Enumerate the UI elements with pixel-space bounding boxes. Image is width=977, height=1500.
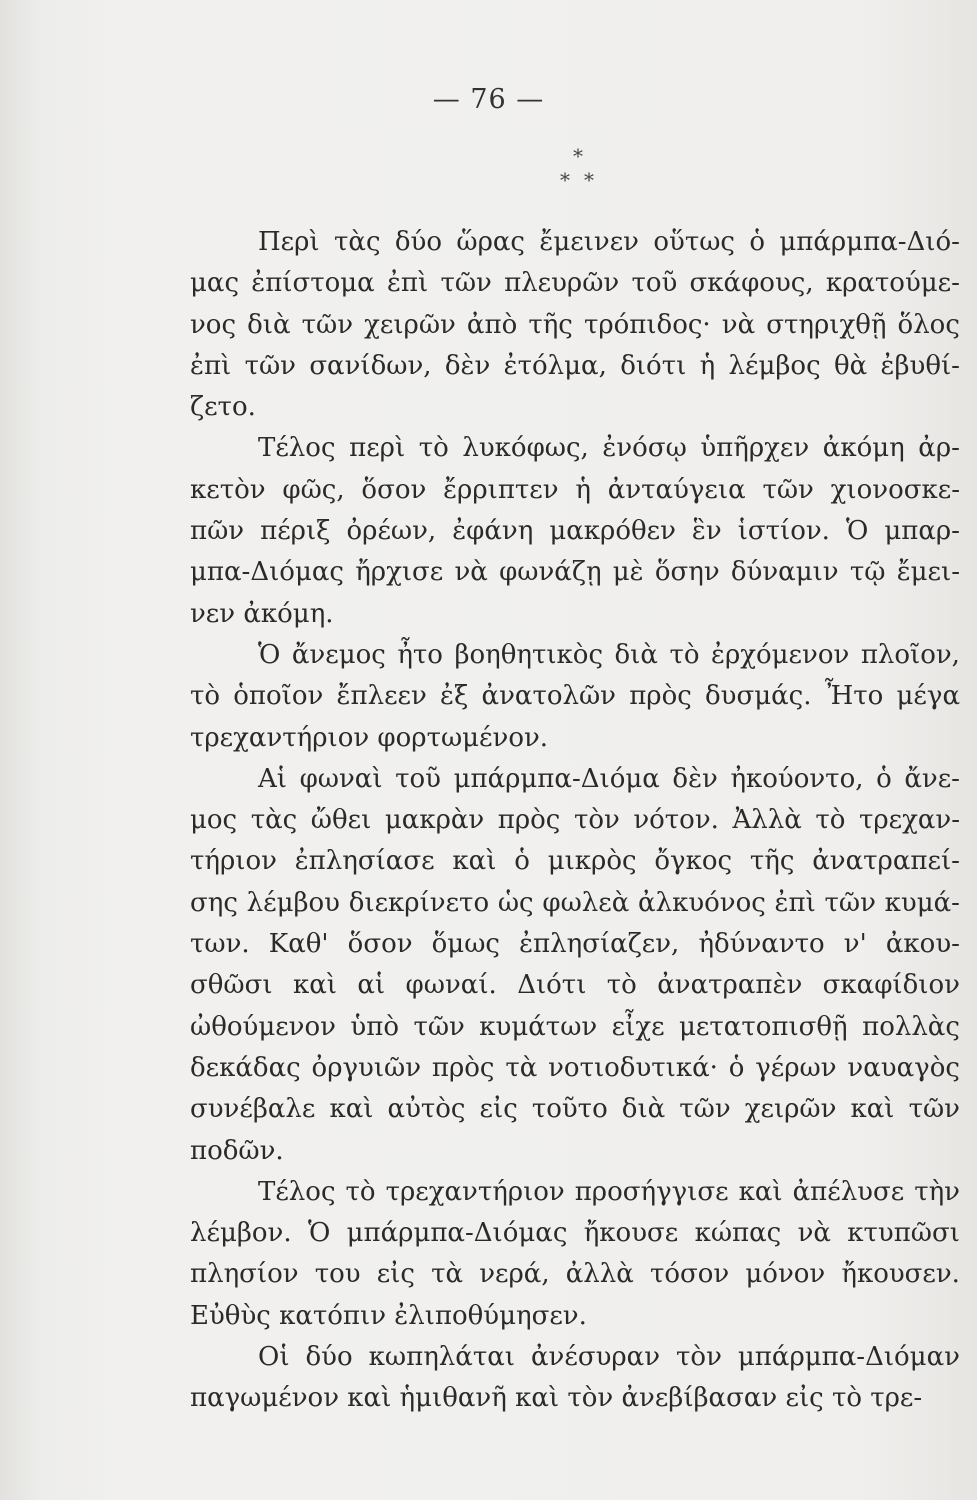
text-line: σθῶσι καὶ αἱ φωναί. Διότι τὸ ἀνατραπὲν σκαφίδιον: [190, 970, 960, 1001]
text-line: Ὁ ἄνεμος ἦτο βοηθητικὸς διὰ τὸ ἐρχόμενον πλοῖον,: [258, 639, 960, 670]
text-line: τρεχαντήριον φορτωμένον.: [190, 722, 549, 753]
text-line: μας ἐπίστομα ἐπὶ τῶν πλευρῶν τοῦ σκάφους, κρατούμε-: [190, 268, 960, 299]
text-line: νεν ἀκόμη.: [190, 598, 334, 629]
text-line: των. Καθ' ὅσον ὅμως ἐπλησίαζεν, ἠδύναντο ν' ἀκου-: [190, 929, 960, 960]
text-line: ποδῶν.: [190, 1135, 284, 1166]
text-line: Τέλος περὶ τὸ λυκόφως, ἐνόσῳ ὑπῆρχεν ἀκόμη ἀρ-: [258, 433, 960, 464]
text-line: ζετο.: [190, 392, 256, 423]
page-number: — 76 —: [432, 84, 545, 115]
text-line: λέμβον. Ὁ μπάρμπα-Διόμας ἤκουσε κώπας νὰ κτυπῶσι: [190, 1218, 960, 1249]
body-text: [190, 222, 960, 1420]
text-line: συνέβαλε καὶ αὐτὸς εἰς τοῦτο διὰ τῶν χειρῶν καὶ τῶν: [190, 1094, 960, 1125]
asterism-divider: [546, 146, 626, 206]
text-line: Τέλος τὸ τρεχαντήριον προσήγγισε καὶ ἀπέλυσε τὴν: [258, 1176, 960, 1207]
text-line: πλησίον του εἰς τὰ νερά, ἀλλὰ τόσον μόνον ἤκουσεν.: [190, 1259, 960, 1290]
text-line: παγωμένον καὶ ἡμιθανῆ καὶ τὸν ἀνεβίβασαν εἰς τὸ τρε-: [190, 1383, 923, 1414]
text-line: τὸ ὁποῖον ἔπλεεν ἐξ ἀνατολῶν πρὸς δυσμάς. Ἦτο μέγα: [190, 681, 960, 712]
text-line: μος τὰς ὤθει μακρὰν πρὸς τὸν νότον. Ἀλλὰ τὸ τρεχαν-: [190, 805, 960, 836]
paragraph: [190, 1172, 960, 1337]
text-line: Αἱ φωναὶ τοῦ μπάρμπα-Διόμα δὲν ἠκούοντο, ὁ ἄνε-: [258, 763, 960, 794]
paragraph: [190, 222, 960, 428]
text-line: τήριον ἐπλησίασε καὶ ὁ μικρὸς ὄγκος τῆς ἀνατραπεί-: [190, 846, 960, 877]
asterisk-mark: *: [584, 168, 594, 192]
asterisk-mark: *: [573, 144, 583, 168]
paragraph: [190, 759, 960, 1172]
text-line: νος διὰ τῶν χειρῶν ἀπὸ τῆς τρόπιδος· νὰ στηριχθῇ ὅλος: [190, 309, 960, 340]
asterisk-mark: *: [560, 168, 570, 192]
text-line: πῶν πέριξ ὀρέων, ἐφάνη μακρόθεν ἓν ἱστίον. Ὁ μπαρ-: [190, 516, 960, 547]
text-line: Εὐθὺς κατόπιν ἐλιποθύμησεν.: [190, 1300, 587, 1331]
text-line: ὠθούμενον ὑπὸ τῶν κυμάτων εἶχε μετατοπισθῇ πολλὰς: [190, 1011, 960, 1042]
text-line: Οἱ δύο κωπηλάται ἀνέσυραν τὸν μπάρμπα-Διόμαν: [258, 1342, 960, 1373]
paragraph: [190, 428, 960, 634]
text-line: κετὸν φῶς, ὅσον ἔρριπτεν ἡ ἀνταύγεια τῶν χιονοσκε-: [190, 474, 960, 505]
paragraph: [190, 635, 960, 759]
text-line: σης λέμβου διεκρίνετο ὡς φωλεὰ ἀλκυόνος ἐπὶ τῶν κυμά-: [190, 887, 960, 918]
text-line: ἐπὶ τῶν σανίδων, δὲν ἐτόλμα, διότι ἡ λέμβος θὰ ἐβυθί-: [190, 350, 960, 381]
paragraph: [190, 1337, 960, 1420]
text-line: Περὶ τὰς δύο ὥρας ἔμεινεν οὕτως ὁ μπάρμπα-Διό-: [258, 227, 960, 257]
text-line: μπα-Διόμας ἤρχισε νὰ φωνάζῃ μὲ ὅσην δύναμιν τῷ ἔμει-: [190, 557, 960, 588]
text-line: δεκάδας ὀργυιῶν πρὸς τὰ νοτιοδυτικά· ὁ γέρων ναυαγὸς: [190, 1052, 960, 1083]
